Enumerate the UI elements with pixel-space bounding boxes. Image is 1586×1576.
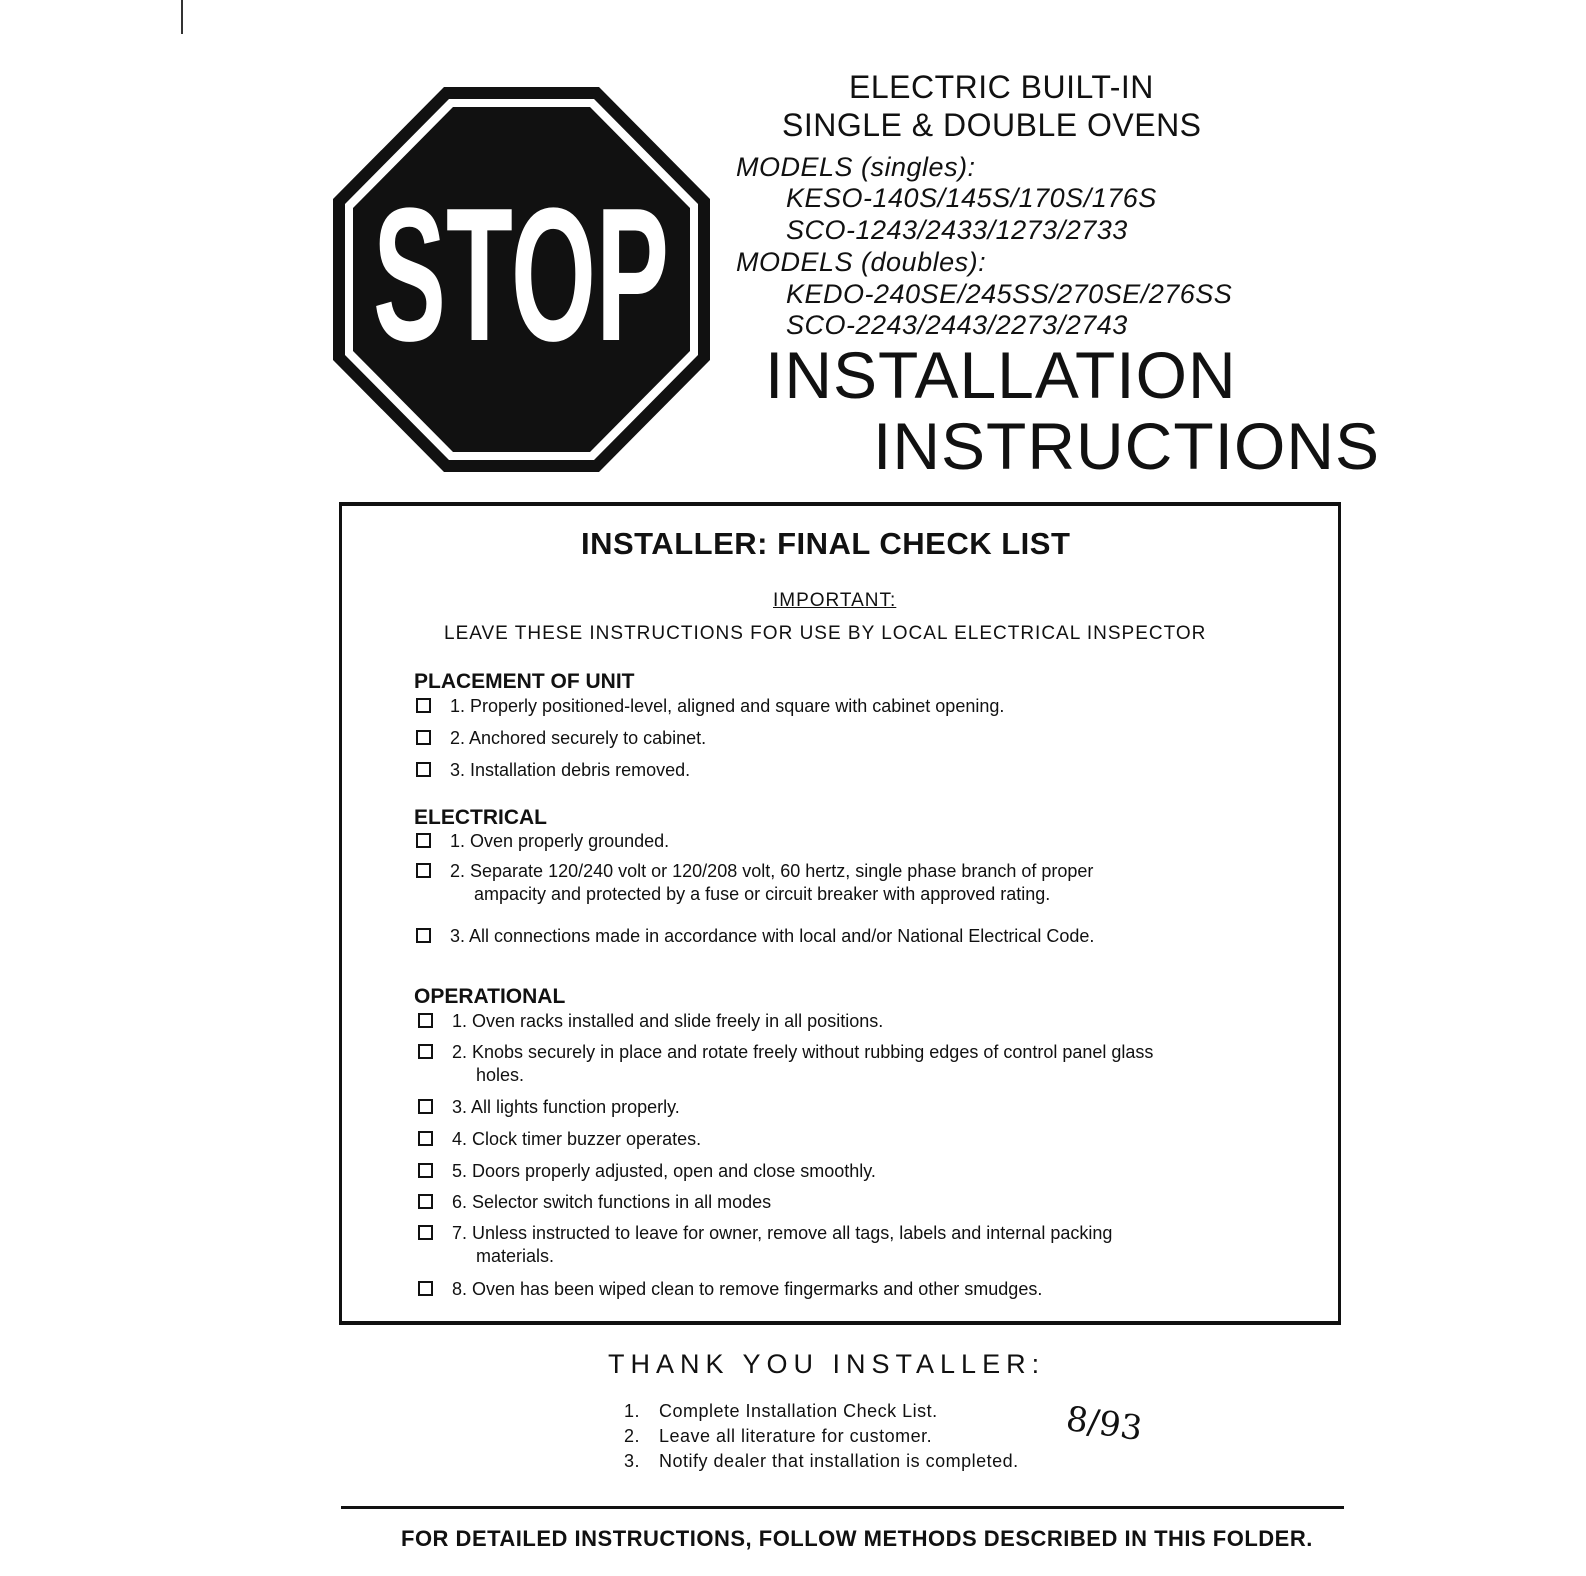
leave-instructions-note: LEAVE THESE INSTRUCTIONS FOR USE BY LOCAL ELECTRICAL INSPECTOR: [444, 623, 1207, 644]
checklist-item-text: 4. Clock timer buzzer operates.: [452, 1129, 702, 1149]
stop-sign-icon: [333, 87, 710, 472]
checkbox[interactable]: [416, 698, 431, 713]
thank-you-item-text: Notify dealer that installation is completed.: [659, 1451, 1019, 1471]
checkbox[interactable]: [416, 863, 431, 878]
model-line: SCO-2243/2443/2273/2743: [786, 310, 1128, 340]
checklist-item-text: 2. Knobs securely in place and rotate freely without rubbing edges of control panel glass: [452, 1042, 1154, 1062]
models-singles-label: MODELS (singles):: [736, 152, 976, 182]
models-doubles-label: MODELS (doubles):: [736, 247, 987, 277]
checklist-item[interactable]: [418, 1012, 1298, 1036]
checklist-item-continuation: holes.: [476, 1065, 525, 1085]
thank-you-item: [624, 1426, 932, 1447]
checkbox[interactable]: [418, 1013, 433, 1028]
checklist-item[interactable]: [416, 862, 1296, 912]
checklist-item-text: 3. Installation debris removed.: [450, 760, 691, 780]
checklist-item[interactable]: [418, 1280, 1298, 1304]
checkbox[interactable]: [418, 1163, 433, 1178]
model-line: KEDO-240SE/245SS/270SE/276SS: [786, 279, 1233, 309]
checklist-item[interactable]: [418, 1193, 1298, 1217]
checklist-item-text: 3. All lights function properly.: [452, 1097, 680, 1117]
checklist-item[interactable]: [416, 729, 1296, 753]
checklist-item[interactable]: [418, 1224, 1298, 1274]
stop-sign-text: STOP: [373, 169, 669, 381]
checklist-item-continuation: materials.: [476, 1246, 555, 1266]
thank-you-item-text: Complete Installation Check List.: [659, 1401, 938, 1421]
checklist-item[interactable]: [418, 1162, 1298, 1186]
checklist-item-text: 7. Unless instructed to leave for owner, remove all tags, labels and internal packing: [452, 1223, 1113, 1243]
title-line-1: INSTALLATION: [765, 338, 1237, 412]
checklist-item-continuation: ampacity and protected by a fuse or circuit breaker with approved rating.: [474, 884, 1051, 904]
thank-you-item-number: 3.: [624, 1451, 641, 1471]
checkbox[interactable]: [416, 730, 431, 745]
header-line-1: ELECTRIC BUILT-IN: [849, 69, 1154, 105]
checklist-item-text: 1. Properly positioned-level, aligned and square with cabinet opening.: [450, 696, 1005, 716]
section-heading-electrical: ELECTRICAL: [414, 806, 547, 829]
thank-you-item-text: Leave all literature for customer.: [659, 1426, 933, 1446]
checkbox[interactable]: [418, 1044, 433, 1059]
footer-rule: [341, 1506, 1344, 1509]
section-heading-operational: OPERATIONAL: [414, 985, 566, 1008]
checklist-item-text: 1. Oven racks installed and slide freely in all positions.: [452, 1011, 884, 1031]
checklist-title: INSTALLER: FINAL CHECK LIST: [581, 526, 1071, 561]
checklist-item-text: 2. Separate 120/240 volt or 120/208 volt, 60 hertz, single phase branch of proper: [450, 861, 1094, 881]
checklist-item-text: 1. Oven properly grounded.: [450, 831, 670, 851]
footer-note: FOR DETAILED INSTRUCTIONS, FOLLOW METHODS DESCRIBED IN THIS FOLDER.: [401, 1526, 1313, 1551]
checkbox[interactable]: [418, 1099, 433, 1114]
section-heading-placement: PLACEMENT OF UNIT: [414, 670, 635, 693]
checkbox[interactable]: [418, 1194, 433, 1209]
thank-you-item: [624, 1401, 938, 1422]
thank-you-item-number: 1.: [624, 1401, 641, 1421]
checklist-item[interactable]: [416, 697, 1296, 721]
checklist-item-text-block: [452, 1222, 1112, 1268]
checkbox[interactable]: [416, 833, 431, 848]
thank-you-item-number: 2.: [624, 1426, 641, 1446]
checklist-item[interactable]: [416, 761, 1296, 785]
thank-you-item: [624, 1451, 1019, 1472]
checkbox[interactable]: [416, 762, 431, 777]
checklist-item-text: 6. Selector switch functions in all modes: [452, 1192, 772, 1212]
checklist-item[interactable]: [418, 1130, 1298, 1154]
checklist-item[interactable]: [416, 832, 1296, 856]
checkbox[interactable]: [416, 928, 431, 943]
checklist-item-text: 2. Anchored securely to cabinet.: [450, 728, 707, 748]
thank-you-heading: THANK YOU INSTALLER:: [608, 1349, 1046, 1379]
model-line: KESO-140S/145S/170S/176S: [786, 183, 1157, 213]
checklist-item-text: 8. Oven has been wiped clean to remove fingermarks and other smudges.: [452, 1279, 1043, 1299]
checklist-item[interactable]: [418, 1043, 1298, 1093]
checklist-item[interactable]: [418, 1098, 1298, 1122]
title-line-2: INSTRUCTIONS: [873, 409, 1380, 483]
handwritten-date: 8/93: [1063, 1398, 1145, 1450]
margin-mark: [181, 0, 183, 34]
model-line: SCO-1243/2433/1273/2733: [786, 215, 1128, 245]
header-line-2: SINGLE & DOUBLE OVENS: [782, 107, 1202, 143]
checklist-item-text-block: [452, 1041, 1153, 1087]
checkbox[interactable]: [418, 1281, 433, 1296]
checkbox[interactable]: [418, 1225, 433, 1240]
checklist-item[interactable]: [416, 927, 1296, 951]
important-label: IMPORTANT:: [773, 590, 897, 611]
checklist-item-text: 3. All connections made in accordance with local and/or National Electrical Code.: [450, 926, 1095, 946]
checkbox[interactable]: [418, 1131, 433, 1146]
checklist-item-text: 5. Doors properly adjusted, open and close smoothly.: [452, 1161, 876, 1181]
checklist-item-text-block: [450, 860, 1093, 906]
